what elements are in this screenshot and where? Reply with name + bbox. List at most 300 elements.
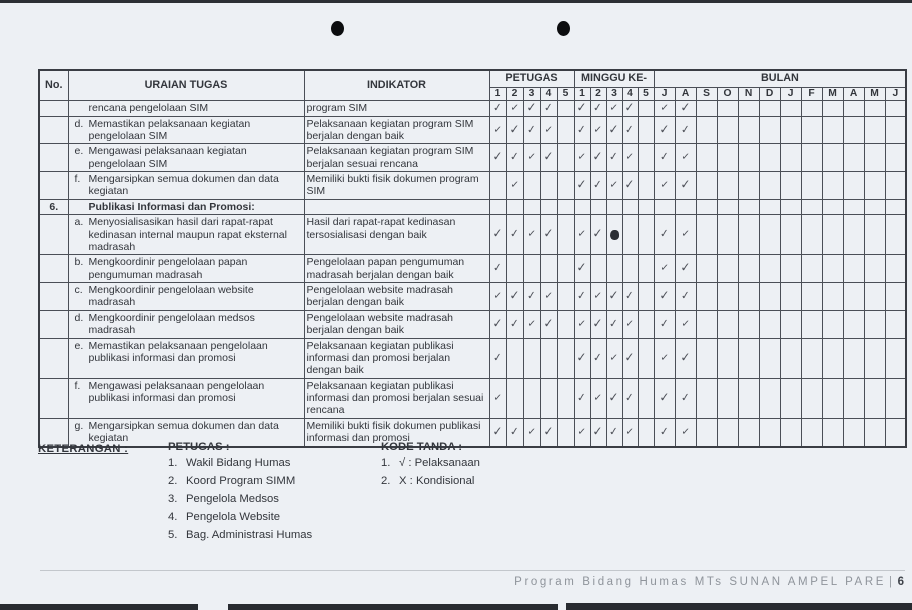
- bulan-mark-cell: [696, 283, 717, 311]
- bulan-mark-cell: [801, 100, 822, 116]
- bulan-mark-cell: [780, 338, 801, 378]
- bulan-mark-cell: [885, 310, 906, 338]
- bulan-mark-cell: [738, 378, 759, 418]
- footer-separator: |: [889, 576, 895, 588]
- petugas-mark-cell: [523, 255, 540, 283]
- check-mark: ✓: [659, 121, 670, 137]
- col-group-minggu: MINGGU KE-: [574, 70, 654, 87]
- item-letter: c.: [74, 284, 83, 297]
- bulan-mark-cell: [843, 283, 864, 311]
- petugas-mark-cell: [523, 144, 540, 172]
- bulan-col-3: S: [696, 87, 717, 100]
- bulan-mark-cell: [885, 116, 906, 144]
- bulan-mark-cell: [885, 418, 906, 446]
- petugas-mark-cell: [489, 100, 506, 116]
- indikator-cell: Pelaksanaan kegiatan program SIM berjalan sesuai rencana: [304, 144, 489, 172]
- table-row: [39, 100, 906, 116]
- table-row: [39, 310, 906, 338]
- check-mark: ✓: [492, 391, 503, 404]
- bulan-col-10: A: [843, 87, 864, 100]
- petugas-mark-cell: [540, 338, 557, 378]
- table-row: [39, 283, 906, 311]
- bulan-mark-cell: [822, 283, 843, 311]
- bulan-mark-cell: [780, 215, 801, 255]
- minggu-mark-cell: [638, 116, 654, 144]
- petugas-mark-cell: [489, 199, 506, 214]
- bulan-mark-cell: [780, 255, 801, 283]
- minggu-mark-cell: [606, 144, 622, 172]
- bulan-mark-cell: [738, 116, 759, 144]
- check-mark: ✓: [680, 288, 691, 303]
- list-item-number: 5.: [168, 529, 178, 542]
- bulan-col-1: J: [654, 87, 675, 100]
- petugas-mark-cell: [540, 116, 557, 144]
- petugas-list-item: [168, 475, 312, 489]
- bulan-mark-cell: [864, 283, 885, 311]
- minggu-mark-cell: [574, 100, 590, 116]
- uraian-text: Mengarsipkan semua dokumen dan data kegiatan: [88, 419, 279, 445]
- minggu-mark-cell: [574, 378, 590, 418]
- scan-edge-bottom: [0, 604, 198, 610]
- minggu-mark-cell: [606, 100, 622, 116]
- scan-edge-bottom: [566, 603, 912, 610]
- check-mark: ✓: [492, 122, 503, 136]
- bulan-mark-cell: [843, 116, 864, 144]
- minggu-mark-cell: [622, 255, 638, 283]
- bulan-mark-cell: [696, 378, 717, 418]
- check-mark: ✓: [680, 349, 691, 365]
- check-mark: ✓: [680, 425, 691, 438]
- petugas-mark-cell: [489, 144, 506, 172]
- check-mark: ✓: [624, 99, 636, 115]
- petugas-mark-cell: [523, 338, 540, 378]
- minggu-mark-cell: [622, 172, 638, 200]
- task-table-body: [39, 100, 906, 446]
- bulan-mark-cell: [780, 100, 801, 116]
- check-mark: ✓: [509, 121, 520, 137]
- check-mark: ✓: [624, 349, 636, 365]
- check-mark: ✓: [543, 423, 554, 439]
- petugas-mark-cell: [557, 283, 574, 311]
- check-mark: ✓: [659, 287, 670, 303]
- item-letter: d.: [74, 311, 84, 324]
- scan-edge-bottom: [228, 604, 558, 610]
- petugas-mark-cell: [523, 199, 540, 214]
- minggu-mark-cell: [590, 215, 606, 255]
- check-mark: ✓: [492, 226, 503, 242]
- check-mark: ✓: [680, 260, 691, 276]
- keterangan-title: KETERANGAN :: [38, 443, 129, 455]
- petugas-mark-cell: [557, 199, 574, 214]
- check-mark: ✓: [680, 150, 691, 164]
- bulan-mark-cell: [654, 100, 675, 116]
- scan-edge-top: [0, 0, 912, 3]
- bulan-mark-cell: [822, 116, 843, 144]
- bulan-mark-cell: [801, 283, 822, 311]
- check-mark: ✓: [526, 425, 537, 438]
- petugas-mark-cell: [489, 310, 506, 338]
- petugas-mark-cell: [540, 199, 557, 214]
- uraian-text: Mengkoordinir pengelolaan medsos madrasah: [88, 311, 255, 337]
- bulan-mark-cell: [696, 310, 717, 338]
- minggu-mark-cell: [590, 338, 606, 378]
- check-mark: ✓: [659, 351, 670, 364]
- petugas-mark-cell: [523, 310, 540, 338]
- minggu-mark-cell: [606, 310, 622, 338]
- petugas-mark-cell: [506, 310, 523, 338]
- check-mark: ✓: [659, 261, 670, 275]
- check-mark: ✓: [680, 176, 691, 192]
- bulan-col-12: J: [885, 87, 906, 100]
- keterangan-petugas-block: [168, 441, 312, 547]
- indikator-cell: Pengelolaan website madrasah berjalan dengan baik: [304, 310, 489, 338]
- bulan-mark-cell: [675, 215, 696, 255]
- minggu-mark-cell: [622, 144, 638, 172]
- item-letter: a.: [74, 216, 84, 229]
- uraian-text: Mengawasi pelaksanaan kegiatan pengelolaan SIM: [88, 145, 247, 170]
- check-mark: ✓: [593, 391, 603, 404]
- check-mark: ✓: [608, 316, 620, 331]
- bulan-mark-cell: [843, 144, 864, 172]
- bulan-mark-cell: [822, 418, 843, 446]
- minggu-mark-cell: [574, 199, 590, 214]
- row-number-cell: [39, 378, 68, 418]
- check-mark: ✓: [680, 227, 691, 241]
- petugas-list-item: [168, 529, 312, 543]
- check-mark: ✓: [543, 100, 554, 115]
- bulan-mark-cell: [717, 378, 738, 418]
- check-mark: ✓: [680, 390, 691, 405]
- bulan-mark-cell: [717, 310, 738, 338]
- bulan-mark-cell: [654, 199, 675, 214]
- list-item-text: √ : Pelaksanaan: [399, 457, 480, 469]
- minggu-mark-cell: [606, 215, 622, 255]
- row-number-cell: [39, 100, 68, 116]
- check-mark: ✓: [592, 149, 604, 165]
- bulan-mark-cell: [717, 116, 738, 144]
- check-mark: ✓: [609, 351, 619, 364]
- check-mark: ✓: [680, 317, 691, 330]
- check-mark: ✓: [492, 423, 503, 439]
- check-mark: ✓: [576, 260, 588, 276]
- uraian-text: Memastikan pelaksanaan kegiatan pengelolaan SIM: [88, 117, 251, 142]
- item-letter: e.: [74, 339, 84, 352]
- bulan-mark-cell: [717, 172, 738, 200]
- petugas-mark-cell: [489, 172, 506, 200]
- uraian-tugas-cell: [68, 283, 304, 311]
- bulan-mark-cell: [864, 199, 885, 214]
- list-item-text: Wakil Bidang Humas: [186, 457, 291, 469]
- check-mark: ✓: [659, 316, 670, 331]
- minggu-mark-cell: [622, 378, 638, 418]
- bulan-mark-cell: [696, 100, 717, 116]
- uraian-tugas-cell: [68, 378, 304, 418]
- petugas-mark-cell: [489, 378, 506, 418]
- minggu-mark-cell: [638, 255, 654, 283]
- check-mark: ✓: [624, 176, 636, 192]
- minggu-col-3: 3: [606, 87, 622, 100]
- indikator-cell: Pelaksanaan kegiatan publikasi informasi dan promosi berjalan dengan baik: [304, 338, 489, 378]
- bulan-mark-cell: [864, 310, 885, 338]
- minggu-mark-cell: [622, 199, 638, 214]
- bulan-mark-cell: [885, 199, 906, 214]
- bulan-mark-cell: [864, 255, 885, 283]
- bulan-mark-cell: [675, 378, 696, 418]
- indikator-cell: Memiliki bukti fisik dokumen publikasi informasi dan promosi: [304, 418, 489, 446]
- petugas-mark-cell: [557, 172, 574, 200]
- check-mark: ✓: [543, 315, 554, 331]
- bulan-mark-cell: [885, 144, 906, 172]
- uraian-text: Mengarsipkan semua dokumen dan data kegiatan: [88, 173, 279, 198]
- petugas-mark-cell: [540, 255, 557, 283]
- check-mark: ✓: [526, 227, 537, 241]
- check-mark: ✓: [625, 425, 635, 438]
- bulan-mark-cell: [801, 199, 822, 214]
- list-item-text: Pengelola Website: [186, 511, 280, 524]
- petugas-mark-cell: [523, 100, 540, 116]
- table-row: [39, 215, 906, 255]
- punch-hole: [557, 21, 570, 36]
- indikator-cell: Pengelolaan papan pengumuman madrasah berjalan dengan baik: [304, 255, 489, 283]
- bulan-mark-cell: [654, 338, 675, 378]
- minggu-mark-cell: [606, 199, 622, 214]
- list-item-text: Bag. Administrasi Humas: [186, 529, 313, 542]
- check-mark: ✓: [526, 317, 537, 330]
- check-mark: ✓: [509, 226, 520, 241]
- petugas-mark-cell: [557, 100, 574, 116]
- petugas-mark-cell: [489, 338, 506, 378]
- bulan-mark-cell: [822, 310, 843, 338]
- check-mark: ✓: [608, 287, 620, 303]
- bulan-mark-cell: [675, 144, 696, 172]
- bulan-mark-cell: [843, 100, 864, 116]
- indikator-cell: Pelaksanaan kegiatan program SIM berjalan dengan baik: [304, 116, 489, 144]
- uraian-tugas-cell: [68, 255, 304, 283]
- item-letter: f.: [74, 173, 81, 186]
- bulan-mark-cell: [780, 144, 801, 172]
- petugas-list-item: [168, 493, 312, 507]
- minggu-mark-cell: [590, 310, 606, 338]
- minggu-mark-cell: [622, 283, 638, 311]
- bulan-mark-cell: [822, 215, 843, 255]
- list-item-number: 3.: [168, 493, 178, 506]
- minggu-mark-cell: [638, 338, 654, 378]
- bulan-mark-cell: [780, 199, 801, 214]
- uraian-text: rencana pengelolaan SIM: [88, 101, 209, 114]
- bulan-mark-cell: [675, 283, 696, 311]
- minggu-mark-cell: [574, 338, 590, 378]
- bulan-mark-cell: [822, 255, 843, 283]
- check-mark: ✓: [576, 349, 588, 365]
- petugas-mark-cell: [489, 215, 506, 255]
- bulan-mark-cell: [717, 144, 738, 172]
- bulan-mark-cell: [822, 144, 843, 172]
- minggu-mark-cell: [590, 378, 606, 418]
- check-mark: ✓: [492, 100, 503, 115]
- petugas-mark-cell: [557, 310, 574, 338]
- check-mark: ✓: [526, 150, 537, 164]
- petugas-mark-cell: [557, 255, 574, 283]
- minggu-col-4: 4: [622, 87, 638, 100]
- minggu-mark-cell: [590, 283, 606, 311]
- minggu-mark-cell: [638, 215, 654, 255]
- bulan-mark-cell: [843, 338, 864, 378]
- minggu-mark-cell: [638, 199, 654, 214]
- bulan-mark-cell: [864, 378, 885, 418]
- bulan-mark-cell: [696, 144, 717, 172]
- check-mark: ✓: [492, 260, 503, 275]
- bulan-mark-cell: [738, 255, 759, 283]
- bulan-mark-cell: [843, 172, 864, 200]
- petugas-mark-cell: [523, 283, 540, 311]
- check-mark: ✓: [592, 100, 604, 115]
- minggu-mark-cell: [574, 255, 590, 283]
- bulan-mark-cell: [864, 100, 885, 116]
- table-row: [39, 378, 906, 418]
- kode-tanda-list-item: [381, 457, 480, 471]
- bulan-mark-cell: [885, 215, 906, 255]
- check-mark: ✓: [543, 149, 554, 165]
- petugas-mark-cell: [557, 338, 574, 378]
- bulan-mark-cell: [738, 215, 759, 255]
- petugas-mark-cell: [540, 144, 557, 172]
- petugas-mark-cell: [557, 144, 574, 172]
- bulan-mark-cell: [675, 418, 696, 446]
- petugas-mark-cell: [523, 116, 540, 144]
- table-row: [39, 144, 906, 172]
- row-number-cell: [39, 116, 68, 144]
- minggu-mark-cell: [574, 310, 590, 338]
- bulan-mark-cell: [864, 338, 885, 378]
- check-mark: ✓: [576, 122, 588, 136]
- col-group-bulan: BULAN: [654, 70, 906, 87]
- bulan-col-2: A: [675, 87, 696, 100]
- petugas-mark-cell: [540, 310, 557, 338]
- bulan-mark-cell: [843, 215, 864, 255]
- check-mark: ✓: [592, 423, 604, 439]
- keterangan-kode-block: [381, 441, 480, 493]
- check-mark: ✓: [608, 149, 620, 164]
- check-mark: ✓: [592, 177, 604, 192]
- item-letter: d.: [74, 117, 84, 130]
- petugas-mark-cell: [540, 418, 557, 446]
- petugas-mark-cell: [506, 378, 523, 418]
- row-number-cell: [39, 215, 68, 255]
- task-table: [38, 69, 907, 448]
- uraian-text: Mengkoordinir pengelolaan website madrasah: [88, 284, 254, 309]
- kode-tanda-list: [381, 457, 480, 489]
- indikator-cell: program SIM: [304, 100, 489, 116]
- kode-tanda-title: KODE TANDA :: [381, 441, 462, 453]
- bulan-col-4: O: [717, 87, 738, 100]
- bulan-mark-cell: [759, 378, 780, 418]
- kode-tanda-list-item: [381, 475, 480, 489]
- bulan-mark-cell: [717, 283, 738, 311]
- petugas-mark-cell: [506, 338, 523, 378]
- bulan-mark-cell: [885, 283, 906, 311]
- row-number-cell: [39, 172, 68, 200]
- bulan-col-9: M: [822, 87, 843, 100]
- bulan-mark-cell: [696, 215, 717, 255]
- check-mark: ✓: [543, 226, 554, 242]
- check-mark: ✓: [625, 317, 635, 330]
- check-mark: ✓: [624, 288, 636, 303]
- check-mark: ✓: [659, 226, 670, 241]
- uraian-tugas-cell: [68, 215, 304, 255]
- check-mark: ✓: [592, 315, 604, 331]
- footer: [330, 576, 905, 588]
- minggu-mark-cell: [606, 255, 622, 283]
- minggu-mark-cell: [590, 418, 606, 446]
- bulan-mark-cell: [654, 172, 675, 200]
- bulan-mark-cell: [801, 215, 822, 255]
- bulan-mark-cell: [801, 144, 822, 172]
- minggu-mark-cell: [574, 418, 590, 446]
- bulan-mark-cell: [738, 418, 759, 446]
- bulan-mark-cell: [738, 172, 759, 200]
- table-row: [39, 172, 906, 200]
- check-mark: ✓: [659, 389, 670, 405]
- petugas-col-1: 1: [489, 87, 506, 100]
- bulan-col-11: M: [864, 87, 885, 100]
- list-item-number: 1.: [381, 457, 391, 469]
- check-mark: ✓: [577, 150, 587, 164]
- check-mark: ✓: [609, 100, 619, 114]
- petugas-mark-cell: [489, 255, 506, 283]
- check-mark: ✓: [492, 350, 503, 365]
- item-letter: g.: [74, 419, 84, 432]
- uraian-text: Mengkoordinir pengelolaan papan pengumuman madrasah: [88, 256, 248, 281]
- uraian-text: Publikasi Informasi dan Promosi:: [88, 200, 255, 213]
- petugas-mark-cell: [557, 116, 574, 144]
- indikator-cell: Hasil dari rapat-rapat kedinasan tersosialisasi dengan baik: [304, 215, 489, 255]
- bulan-col-5: N: [738, 87, 759, 100]
- check-mark: ✓: [608, 121, 620, 137]
- list-item-text: X : Kondisional: [399, 475, 475, 488]
- petugas-mark-cell: [489, 116, 506, 144]
- bulan-mark-cell: [759, 418, 780, 446]
- table-row: [39, 255, 906, 283]
- bulan-mark-cell: [864, 418, 885, 446]
- minggu-mark-cell: [638, 144, 654, 172]
- minggu-mark-cell: [638, 172, 654, 200]
- bulan-mark-cell: [675, 100, 696, 116]
- bulan-mark-cell: [780, 378, 801, 418]
- check-mark: ✓: [576, 176, 588, 192]
- list-item-number: 4.: [168, 511, 178, 524]
- bulan-mark-cell: [738, 100, 759, 116]
- petugas-col-2: 2: [506, 87, 523, 100]
- bulan-mark-cell: [801, 172, 822, 200]
- bulan-mark-cell: [885, 172, 906, 200]
- minggu-mark-cell: [606, 116, 622, 144]
- minggu-mark-cell: [574, 283, 590, 311]
- minggu-mark-cell: [638, 418, 654, 446]
- row-number-cell: [39, 255, 68, 283]
- bulan-mark-cell: [717, 418, 738, 446]
- petugas-mark-cell: [489, 418, 506, 446]
- bulan-mark-cell: [675, 338, 696, 378]
- petugas-col-3: 3: [523, 87, 540, 100]
- uraian-tugas-cell: [68, 199, 304, 214]
- bulan-mark-cell: [864, 215, 885, 255]
- petugas-mark-cell: [540, 215, 557, 255]
- bulan-mark-cell: [675, 310, 696, 338]
- petugas-mark-cell: [523, 215, 540, 255]
- indikator-cell: Pelaksanaan kegiatan publikasi informasi dan promosi berjalan sesuai rencana: [304, 378, 489, 418]
- minggu-mark-cell: [622, 116, 638, 144]
- check-mark: ✓: [593, 122, 603, 136]
